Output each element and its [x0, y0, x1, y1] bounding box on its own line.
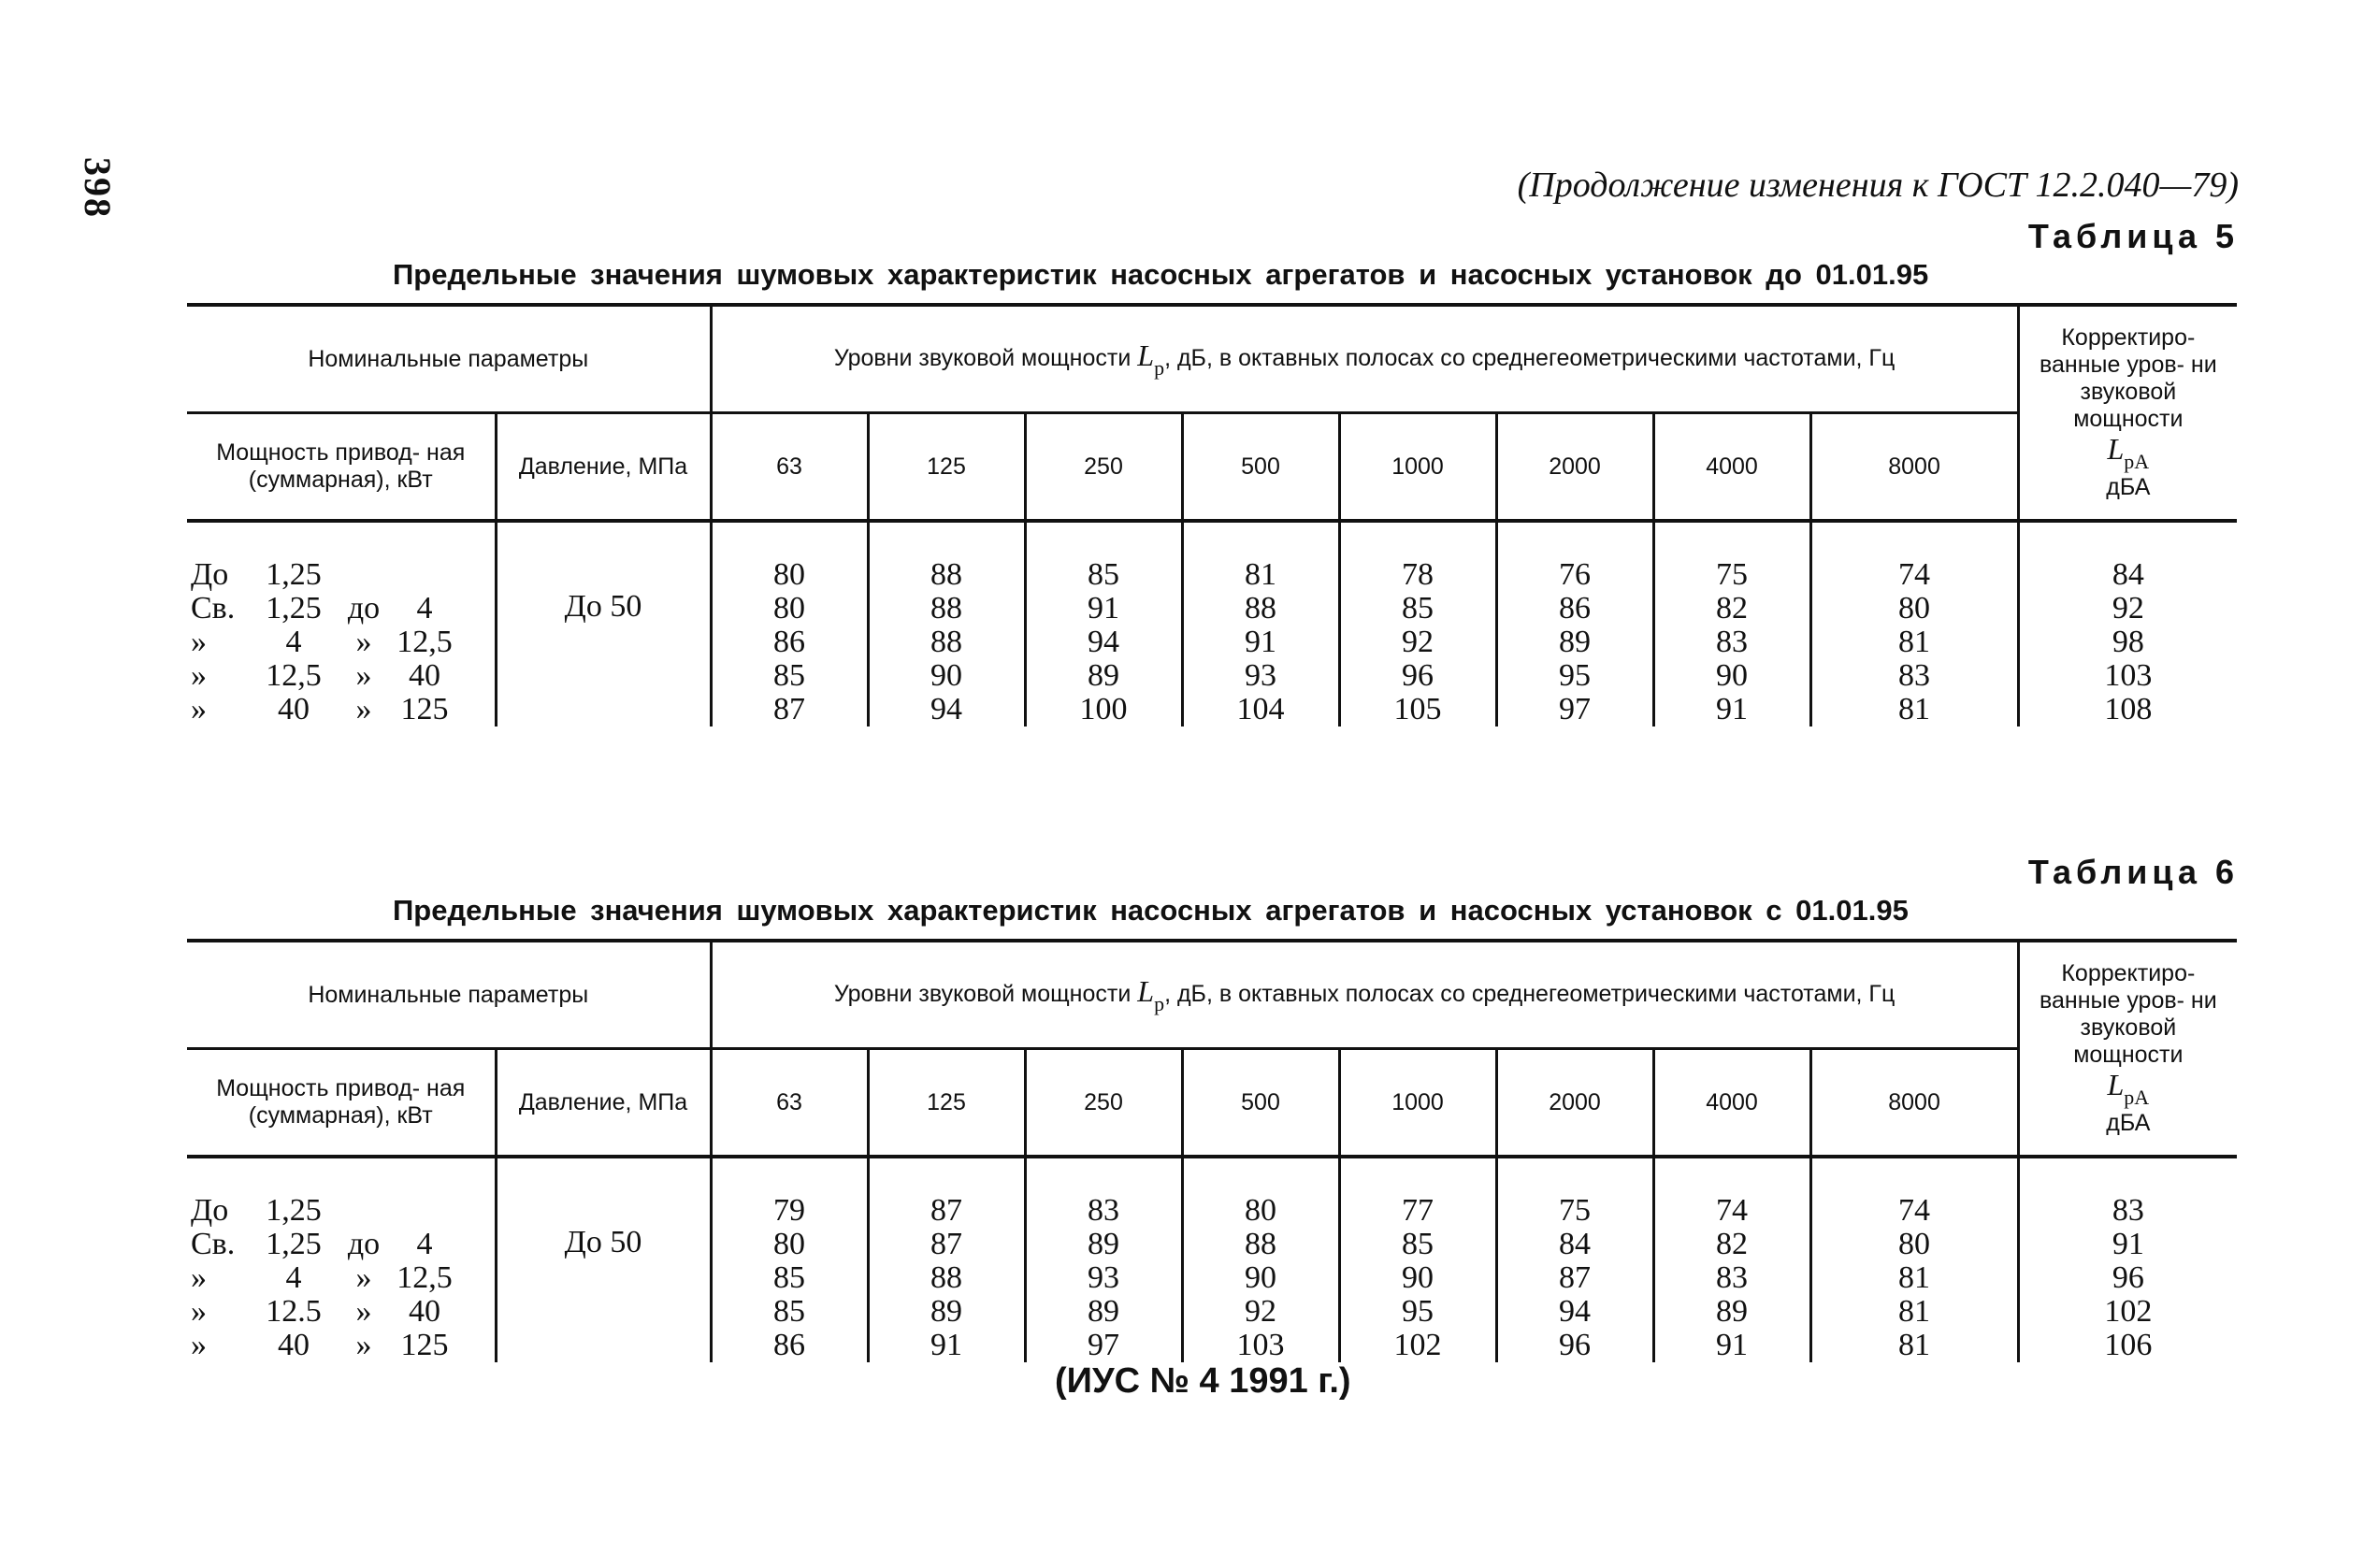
level-value: 94 [930, 692, 963, 726]
corrected-value: 103 [2104, 658, 2153, 693]
power-range-part: Св. [191, 591, 236, 626]
level-value: 80 [1245, 1193, 1277, 1228]
level-value: 89 [930, 1294, 963, 1329]
frequency-header: 250 [1025, 1049, 1182, 1158]
corrected-text: Корректиро- ванные уров- ни звуковой мощности [2040, 324, 2217, 432]
level-column-8000 [1810, 521, 2018, 726]
level-value: 93 [1245, 658, 1277, 693]
level-value: 83 [1088, 1193, 1120, 1228]
level-value: 80 [1898, 1227, 1931, 1261]
corrected-value: 83 [2112, 1193, 2144, 1228]
frequency-header: 8000 [1810, 413, 2018, 522]
table-title: Предельные значения шумовых характеристик насосных агрегатов и насосных установок до 01.01.95 [393, 258, 1929, 291]
level-value: 92 [1245, 1294, 1277, 1329]
power-range [191, 626, 495, 659]
frequency-header: 500 [1182, 413, 1339, 522]
power-range-part: 4 [285, 625, 302, 659]
level-value: 95 [1559, 658, 1592, 693]
pressure-cell: До 50 [496, 1157, 711, 1362]
level-value: 80 [773, 591, 806, 626]
power-range-part: 1,25 [266, 591, 322, 626]
power-range [191, 1329, 495, 1362]
frequency-header: 250 [1025, 413, 1182, 522]
level-value: 76 [1559, 557, 1592, 592]
power-range-part: 12,5 [396, 1260, 453, 1295]
table-label: Таблица 5 [2027, 217, 2239, 255]
level-column-63 [711, 1157, 868, 1362]
level-value: 90 [1716, 658, 1749, 693]
level-column-125 [868, 1157, 1025, 1362]
level-value: 86 [1559, 591, 1592, 626]
level-value: 90 [930, 658, 963, 693]
nominal-params-header: Номинальные параметры [187, 941, 711, 1049]
frequency-header: 1000 [1339, 413, 1496, 522]
power-range [191, 558, 495, 592]
power-range-part: 12.5 [266, 1294, 322, 1329]
table-body-row [187, 1157, 2237, 1362]
noise-limits-table [187, 939, 2237, 1362]
level-value: 89 [1716, 1294, 1749, 1329]
power-range-part: до [347, 591, 381, 626]
levels-subscript: р [1154, 355, 1165, 380]
level-value: 86 [773, 625, 806, 659]
power-range-part: » [355, 692, 372, 726]
power-range-part: до [347, 1227, 381, 1261]
level-value: 91 [1245, 625, 1277, 659]
power-header: Мощность привод- ная (суммарная), кВт [216, 439, 466, 493]
level-value: 90 [1245, 1260, 1277, 1295]
level-value: 96 [1559, 1328, 1592, 1362]
levels-text: Уровни звуковой мощности [833, 980, 1132, 1007]
corrected-value: 98 [2112, 625, 2144, 659]
power-range-part: » [355, 625, 372, 659]
level-value: 104 [1236, 692, 1285, 726]
power-range-part: 1,25 [266, 1227, 322, 1261]
level-column-4000 [1653, 521, 1810, 726]
level-value: 81 [1898, 692, 1931, 726]
corrected-text: Корректиро- ванные уров- ни звуковой мощности [2040, 960, 2217, 1068]
power-range-part: 12,5 [266, 658, 322, 693]
level-value: 81 [1898, 1294, 1931, 1329]
power-range-part: До [191, 1193, 229, 1228]
level-column-8000 [1810, 1157, 2018, 1362]
level-value: 85 [773, 1294, 806, 1329]
level-value: 74 [1716, 1193, 1749, 1228]
frequency-header: 125 [868, 413, 1025, 522]
power-range-part: » [191, 1260, 207, 1295]
power-range-part: Св. [191, 1227, 236, 1261]
level-value: 96 [1402, 658, 1434, 693]
power-header: Мощность привод- ная (суммарная), кВт [216, 1075, 466, 1129]
level-value: 83 [1716, 1260, 1749, 1295]
pressure-cell: До 50 [496, 521, 711, 726]
level-value: 103 [1236, 1328, 1285, 1362]
sound-levels-header [711, 305, 2018, 413]
levels-symbol [1137, 338, 1165, 380]
level-value: 88 [1245, 1227, 1277, 1261]
power-range-part: 40 [278, 1328, 310, 1362]
level-column-1000 [1339, 521, 1496, 726]
corrected-value: 106 [2104, 1328, 2153, 1362]
level-column-250 [1025, 521, 1182, 726]
power-range-part: » [355, 1294, 372, 1329]
corrected-value: 96 [2112, 1260, 2144, 1295]
level-value: 91 [930, 1328, 963, 1362]
corrected-unit: дБА [2106, 1109, 2151, 1136]
level-column-250 [1025, 1157, 1182, 1362]
frequency-header: 63 [711, 1049, 868, 1158]
footer-note: (ИУС № 4 1991 г.) [1055, 1361, 1351, 1401]
level-value: 80 [1898, 591, 1931, 626]
corrected-sym: L [2107, 432, 2125, 467]
corrected-subscript: pA [2124, 450, 2150, 474]
level-value: 95 [1402, 1294, 1434, 1329]
level-value: 79 [773, 1193, 806, 1228]
power-range-cell [187, 521, 496, 726]
power-range-part: » [355, 1328, 372, 1362]
level-value: 102 [1393, 1328, 1442, 1362]
level-value: 83 [1898, 658, 1931, 693]
level-value: 87 [773, 692, 806, 726]
level-column-2000 [1496, 521, 1653, 726]
levels-sym: L [1137, 973, 1155, 1008]
power-range [191, 1261, 495, 1295]
power-range-part: » [355, 658, 372, 693]
corrected-value: 92 [2112, 591, 2144, 626]
level-value: 105 [1393, 692, 1442, 726]
noise-limits-table [187, 303, 2237, 726]
levels-symbol [1137, 973, 1165, 1015]
level-column-2000 [1496, 1157, 1653, 1362]
page-number: 398 [77, 157, 119, 219]
levels-sym: L [1137, 338, 1155, 372]
level-value: 81 [1898, 625, 1931, 659]
level-value: 75 [1559, 1193, 1592, 1228]
level-value: 74 [1898, 557, 1931, 592]
power-range-part: 40 [409, 658, 440, 693]
level-value: 89 [1088, 658, 1120, 693]
corrected-symbol [2025, 432, 2232, 473]
corrected-unit: дБА [2106, 473, 2151, 500]
level-value: 85 [1402, 1227, 1434, 1261]
power-range-part: 4 [285, 1260, 302, 1295]
frequency-header: 2000 [1496, 1049, 1653, 1158]
power-range-part: 4 [416, 1227, 433, 1261]
level-value: 87 [930, 1227, 963, 1261]
power-range [191, 659, 495, 693]
level-value: 100 [1079, 692, 1128, 726]
frequency-header: 8000 [1810, 1049, 2018, 1158]
level-value: 78 [1402, 557, 1434, 592]
power-range-part: » [191, 692, 207, 726]
corrected-column [2018, 521, 2237, 726]
power-range-cell [187, 1157, 496, 1362]
level-value: 88 [930, 591, 963, 626]
level-value: 80 [773, 557, 806, 592]
corrected-symbol [2025, 1068, 2232, 1109]
level-value: 85 [773, 658, 806, 693]
corrected-sym: L [2107, 1068, 2125, 1102]
power-range-part: » [355, 1260, 372, 1295]
corrected-value: 108 [2104, 692, 2153, 726]
power-range-part: » [191, 1294, 207, 1329]
level-value: 85 [773, 1260, 806, 1295]
level-column-500 [1182, 1157, 1339, 1362]
level-value: 87 [1559, 1260, 1592, 1295]
level-value: 87 [930, 1193, 963, 1228]
frequency-header: 2000 [1496, 413, 1653, 522]
level-value: 93 [1088, 1260, 1120, 1295]
level-value: 94 [1559, 1294, 1592, 1329]
frequency-header: 63 [711, 413, 868, 522]
level-value: 82 [1716, 591, 1749, 626]
corrected-subscript: pA [2124, 1086, 2150, 1110]
frequency-header: 4000 [1653, 413, 1810, 522]
power-range-part: До [191, 557, 229, 592]
level-value: 81 [1245, 557, 1277, 592]
power-range-part: 1,25 [266, 1193, 322, 1228]
level-value: 81 [1898, 1260, 1931, 1295]
table-title: Предельные значения шумовых характеристик насосных агрегатов и насосных установок с 01.01.95 [393, 894, 1909, 927]
power-range-part: 4 [416, 591, 433, 626]
frequency-header: 125 [868, 1049, 1025, 1158]
level-value: 85 [1402, 591, 1434, 626]
levels-text: Уровни звуковой мощности [833, 344, 1132, 371]
power-range [191, 693, 495, 726]
header-note: (Продолжение изменения к ГОСТ 12.2.040—79) [1517, 165, 2239, 205]
levels-text-2: , дБ, в октавных полосах со среднегеометрическими частотами, Гц [1164, 344, 1896, 371]
level-value: 81 [1898, 1328, 1931, 1362]
levels-subscript: р [1154, 991, 1165, 1015]
pressure-header: Давление, МПа [496, 413, 711, 522]
pressure-header: Давление, МПа [496, 1049, 711, 1158]
level-value: 88 [930, 1260, 963, 1295]
power-range-part: 40 [409, 1294, 440, 1329]
level-value: 91 [1716, 1328, 1749, 1362]
nominal-params-header: Номинальные параметры [187, 305, 711, 413]
corrected-level-header [2018, 305, 2237, 521]
power-range [191, 1194, 495, 1228]
level-value: 89 [1559, 625, 1592, 659]
levels-text-2: , дБ, в октавных полосах со среднегеометрическими частотами, Гц [1164, 980, 1896, 1007]
power-range-part: » [191, 658, 207, 693]
power-range-part: » [191, 625, 207, 659]
level-value: 84 [1559, 1227, 1592, 1261]
level-value: 97 [1559, 692, 1592, 726]
level-value: 80 [773, 1227, 806, 1261]
table-body-row [187, 521, 2237, 726]
level-value: 77 [1402, 1193, 1434, 1228]
power-range-part: 40 [278, 692, 310, 726]
level-value: 82 [1716, 1227, 1749, 1261]
level-value: 88 [930, 625, 963, 659]
power-range [191, 1295, 495, 1329]
level-value: 75 [1716, 557, 1749, 592]
power-range-part: 125 [400, 692, 449, 726]
level-column-63 [711, 521, 868, 726]
corrected-value: 102 [2104, 1294, 2153, 1329]
corrected-column [2018, 1157, 2237, 1362]
corrected-level-header [2018, 941, 2237, 1157]
level-value: 88 [930, 557, 963, 592]
power-range-part: » [191, 1328, 207, 1362]
level-column-1000 [1339, 1157, 1496, 1362]
sound-levels-header [711, 941, 2018, 1049]
level-value: 89 [1088, 1294, 1120, 1329]
level-value: 92 [1402, 625, 1434, 659]
level-value: 89 [1088, 1227, 1120, 1261]
level-value: 85 [1088, 557, 1120, 592]
level-value: 94 [1088, 625, 1120, 659]
level-value: 91 [1088, 591, 1120, 626]
corrected-value: 91 [2112, 1227, 2144, 1261]
level-value: 83 [1716, 625, 1749, 659]
level-value: 90 [1402, 1260, 1434, 1295]
level-value: 91 [1716, 692, 1749, 726]
power-range-part: 1,25 [266, 557, 322, 592]
frequency-header: 500 [1182, 1049, 1339, 1158]
level-column-4000 [1653, 1157, 1810, 1362]
level-column-500 [1182, 521, 1339, 726]
table-label: Таблица 6 [2027, 853, 2239, 891]
level-column-125 [868, 521, 1025, 726]
level-value: 74 [1898, 1193, 1931, 1228]
frequency-header: 4000 [1653, 1049, 1810, 1158]
frequency-header: 1000 [1339, 1049, 1496, 1158]
power-range [191, 592, 495, 626]
power-range [191, 1228, 495, 1261]
corrected-value: 84 [2112, 557, 2144, 592]
level-value: 97 [1088, 1328, 1120, 1362]
power-range-part: 125 [400, 1328, 449, 1362]
level-value: 86 [773, 1328, 806, 1362]
level-value: 88 [1245, 591, 1277, 626]
power-range-part: 12,5 [396, 625, 453, 659]
